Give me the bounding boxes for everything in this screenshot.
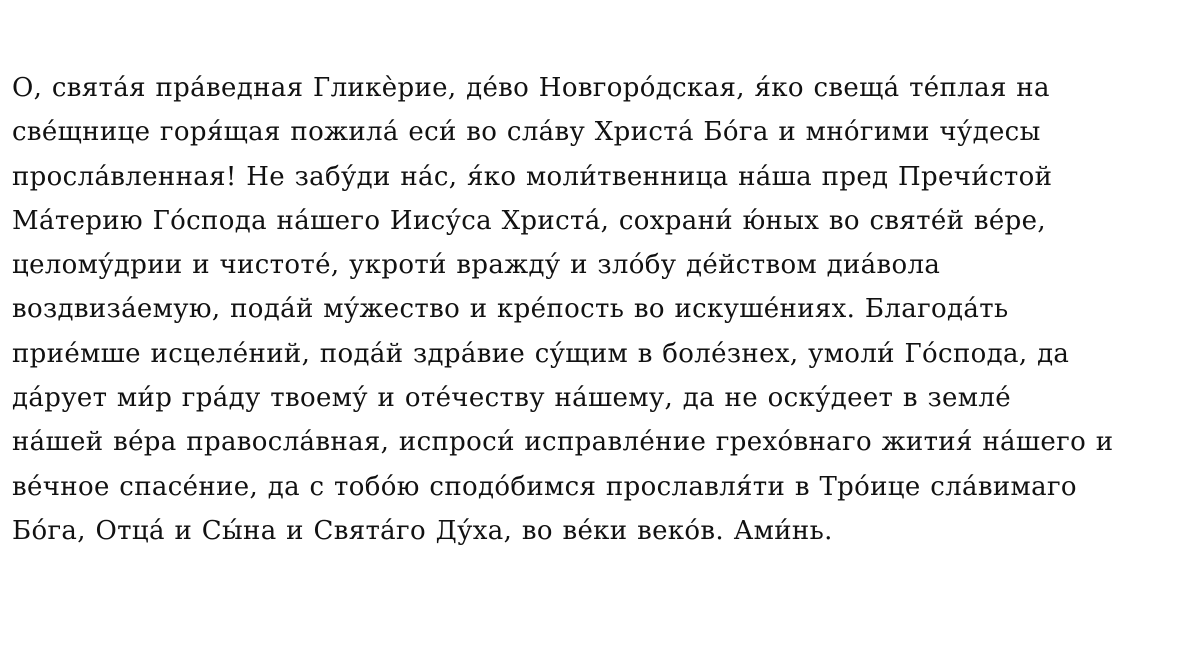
prayer-line: све́щнице горя́щая пожила́ еси́ во сла́ву Христа́ Бо́га и мно́гими чу́десы	[12, 117, 1041, 148]
prayer-line: ве́чное спасе́ние, да с тобо́ю сподо́бимся прославля́ти в Тро́ице сла́вимаго	[12, 471, 1077, 502]
prayer-line: Бо́га, Отца́ и Сы́на и Свята́го Ду́ха, во ве́ки веко́в. Ами́нь.	[12, 515, 833, 546]
prayer-line: на́шей ве́ра правосла́вная, испроси́ исправле́ние грехо́внаго жития́ на́шего и	[12, 427, 1114, 458]
prayer-text	[12, 66, 1192, 553]
prayer-line: Ма́терию Го́спода на́шего Иису́са Христа́, сохрани́ ю́ных во святе́й ве́ре,	[12, 205, 1047, 236]
prayer-line: прие́мше исцеле́ний, пода́й здра́вие су́щим в боле́знех, умоли́ Го́спода, да	[12, 338, 1070, 369]
prayer-line: просла́вленная! Не забу́ди на́с, я́ко моли́твенница на́ша пред Пречи́стой	[12, 161, 1053, 192]
prayer-line: О, свята́я пра́ведная Гликѐрие, де́во Новгоро́дская, я́ко свеща́ те́плая на	[12, 73, 1050, 103]
prayer-line: воздвиза́емую, пода́й му́жество и кре́пость во искуше́ниях. Благода́ть	[12, 294, 1009, 325]
prayer-line: целому́дрии и чистоте́, укроти́ вражду́ и зло́бу де́йством диа́вола	[12, 250, 941, 281]
prayer-line: да́рует ми́р гра́ду твоему́ и оте́честву на́шему, да не оску́деет в земле́	[12, 383, 1011, 414]
